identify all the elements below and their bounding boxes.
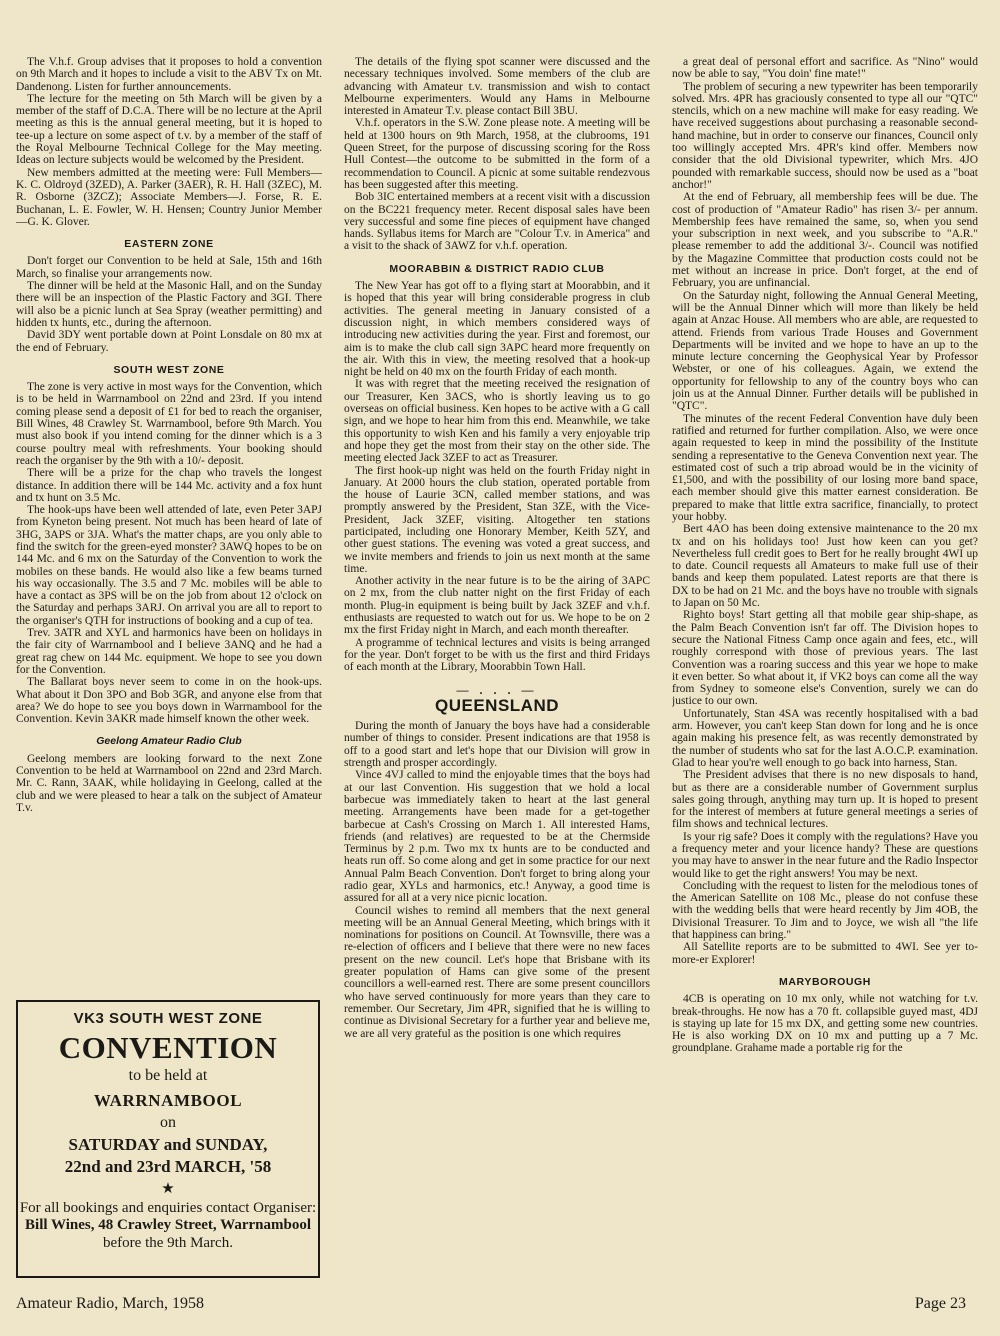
paragraph: Trev. 3ATR and XYL and harmonics have been on holidays in the fair city of Warrnambool and I believe 3ANQ and he had a great rag chew on 144 Mc. equipment. We hope to see you down for the Convention. — [16, 627, 322, 676]
paragraph: The President advises that there is no new disposals to hand, but as there are a considerable number of Government surplus sales going through, anything may turn up. It is hoped to present for the interest of members at future general meetings a series of film shows and technical lectures. — [672, 769, 978, 831]
column-2 — [344, 56, 650, 1282]
ad-deadline: before the 9th March. — [103, 1235, 233, 1251]
paragraph: The V.h.f. Group advises that it proposes to hold a convention on 9th March and it hopes to include a visit to the ABV Tx on Mt. Dandenong. Listen for further announcements. — [16, 56, 322, 93]
column-3 — [672, 56, 978, 1282]
ad-location: WARRNAMBOOL — [93, 1091, 243, 1110]
paragraph: Concluding with the request to listen for the melodious tones of the American Satellite on 108 Mc., please do not confuse these with the wedding bells that were heard recently by Jim 4OB, the Divisional Treasurer. To Jim and to Joyce, we wish all "the life that happiness can bring." — [672, 879, 978, 942]
paragraph: The details of the flying spot scanner were discussed and the necessary techniques involved. Some members of the club are advancing with Amateur t.v. transmission and wish to contact Melbourne experimenters. Would any Hams in Melbourne interested in Amateur T.v. please contact Bill 3BU. — [344, 56, 650, 118]
paragraph: The Ballarat boys never seem to come in on the hook-ups. What about it Don 3PO and Bob 3GR, and anyone else from that area? We do hope to see you boys down in Warrnambool for the Convention. Kevin 3AKR made himself known the other week. — [16, 676, 322, 726]
paragraph: The New Year has got off to a flying start at Moorabbin, and it is hoped that this year will bring considerable progress in club activities. The general meeting in January consisted of a discussion night, in which members considered ways of introducing new activities during the year. First and foremost, our aim is to make the club call sign 3APC heard more frequently on the air. With this in view, the meeting resolved that a hook-up night be held on 40 mx on the fourth Friday of each month. — [344, 280, 650, 379]
section-heading-eastern-zone: EASTERN ZONE — [124, 238, 214, 251]
paragraph: Bert 4AO has been doing extensive maintenance to the 20 mx tx and on his holidays too! Just how keen can you get? Nevertheless full credit goes to Bert for he really brought 4WI up to date. Council requests all Amateurs to make full use of their bands and keep them populated. Latest reports are that there is DX to be had on 21 Mc. and the boys have no trouble with signals to Japan on 50 Mc. — [672, 523, 978, 610]
convention-advertisement — [16, 1000, 320, 1278]
paragraph: The problem of securing a new typewriter has been temporarily solved. Mrs. 4PR has graciously consented to type all our "QTC" stencils, which on a new machine will make for easy reading. We have received suggestions about purchasing a reasonable second-hand machine, but in order to conserve our finances, Council only too willingly accepted Mrs. 4PR's kind offer. Members now consider that the old Divisional typewriter, which Mrs. 4JO pounded with remarkable success, should now be used as a "boat anchor!" — [672, 80, 978, 191]
paragraph: Righto boys! Start getting all that mobile gear ship-shape, as the Palm Beach Convention isn't far off. The Division hopes to secure the National Fitness Camp once again and fees, etc., will roughly correspond with those of previous years. The last Convention was a roaring success and this year we hope to make it even better. So what about it, if VK2 boys can come all the way from Sydney to someone else's Convention, surely we can do justice to our own. — [672, 609, 978, 708]
paragraph: V.h.f. operators in the S.W. Zone please note. A meeting will be held at 1300 hours on 9th March, 1958, at the clubrooms, 191 Queen Street, for the purpose of discussing scoring for the Ross Hull Contest—the outcome to be submitted in the form of a recommendation to Council. A picnic at some suitable rendezvous has been suggested after this meeting. — [344, 117, 650, 191]
paragraph: a great deal of personal effort and sacrifice. As "Nino" would now be able to say, "You doin' fine mate!" — [672, 56, 978, 81]
section-heading-south-west-zone: SOUTH WEST ZONE — [113, 363, 225, 376]
paragraph: The minutes of the recent Federal Convention have duly been ratified and returned for further compilation. Also, we were once again requested to keep in mind the possibility of the Institute sending a representative to the Geneva Convention next year. The estimated cost of such a trip abroad would be in the vicinity of £1,500, and with the possibility of our losing more band space, each member should give this matter earnest consideration. Be prepared to make that little extra sacrifice, financially, to protect your hobby. — [672, 412, 978, 523]
paragraph: The zone is very active in most ways for the Convention, which is to be held in Warrnambool on 22nd and 23rd. If you intend coming please send a deposit of £1 for bed to reach the organiser, Bill Wines, 48 Crawley St. Warrnambool, before 9th March. You must also book if you intend coming for the dinner which is a 3 course poultry meal with refreshments. Your booking should reach the organiser by the 9th with a 10/- deposit. — [16, 381, 322, 467]
paragraph: Unfortunately, Stan 4SA was recently hospitalised with a bad arm. However, you can't keep Stan down for long and he is once again making his presence felt, as was recently demonstrated by the number of students who sat for the last A.O.C.P. examination. Glad to hear you're well enough to go back into harness, Stan. — [672, 707, 978, 769]
paragraph: The dinner will be held at the Masonic Hall, and on the Sunday there will be an inspection of the Plastic Factory and 3GI. There will also be a picnic lunch at Sea Spray (weather permitting) and hidden tx hunts, etc., during the afternoon. — [16, 280, 322, 329]
ad-text: on — [160, 1114, 176, 1131]
paragraph: A programme of technical lectures and visits is being arranged for the year. Don't forget to be with us the first and third Fridays of each month at the Library, Moorabbin Town Hall. — [344, 636, 650, 674]
ad-days: SATURDAY and SUNDAY, — [68, 1135, 268, 1154]
ad-text: to be held at — [128, 1067, 208, 1084]
ad-enquiries: For all bookings and enquiries contact Organiser: — [19, 1200, 317, 1216]
paragraph: Geelong members are looking forward to the next Zone Convention to be held at Warrnambool on 22nd and 23rd March. Mr. C. Rann, 3AAK, while holidaying in Geelong, called at the club and we were pleased to hear a talk on the subject of Amateur T.v. — [16, 752, 322, 814]
section-divider: — . . . — — [456, 682, 538, 697]
ad-organiser-address: Bill Wines, 48 Crawley Street, Warrnambool — [25, 1217, 311, 1233]
paragraph: Council wishes to remind all members that the next general meeting will be an Annual General Meeting, which brings with it nominations for positions on Council. At Townsville, there was a re-election of officers and I believe that there were no new faces present on the new council. Let's hope that Brisbane with its greater population of Hams can give some of the present councillors a well-earned rest. There are some present councillors who have served continuously for more years than they care to remember. Our Secretary, Jim 4PR, signified that he is willing to continue as Divisional Secretary for a further year and believe me, we are all very grateful as the position is one which requires — [344, 904, 650, 1040]
paragraph: David 3DY went portable down at Point Lonsdale on 80 mx at the end of February. — [16, 329, 322, 354]
paragraph: All Satellite reports are to be submitted to 4WI. See yer to-more-er Explorer! — [672, 941, 978, 966]
section-heading-geelong: Geelong Amateur Radio Club — [96, 735, 242, 748]
paragraph: The first hook-up night was held on the fourth Friday night in January. At 2000 hours the club station, operated portable from the house of Laurie 3CN, called member stations, and was promptly answered by the President, Stan 3ZE, with the Vice-President, Jack 3ZEF, visiting. Altogether ten stations participated, including one Honorary Member, Keith 5ZY, and other guest stations. The evening was voted a great success, and we invite members and friends to join us next month at the same time. — [344, 464, 650, 575]
paragraph: Another activity in the near future is to be the airing of 3APC on 2 mx, from the club natter night on the first Friday of each month. Plug-in equipment is being built by Jack 3ZEF and v.h.f. enthusiasts are requested to watch out for us. We hope to be on 2 mx the first Friday night in March, and each month thereafter. — [344, 575, 650, 637]
footer-page-number: Page 23 — [914, 1295, 966, 1312]
paragraph: Don't forget our Convention to be held at Sale, 15th and 16th March, so finalise your arrangements now. — [16, 255, 322, 280]
paragraph: Bob 3IC entertained members at a recent visit with a discussion on the BC221 frequency meter. Recent disposal sales have been very successful and some fine pieces of equipment have changed hands. Syllabus items for March are "Colour T.v. in America" and a visit to the shack of 3AWZ for v.h.f. operation. — [344, 191, 650, 253]
section-heading-queensland: QUEENSLAND — [434, 695, 559, 715]
paragraph: Is your rig safe? Does it comply with the regulations? Have you a frequency meter and your licence handy? These are questions you may have to answer in the near future and the Radio Inspector would like to get the right answers! You may be next. — [672, 830, 978, 880]
paragraph: The hook-ups have been well attended of late, even Peter 3APJ from Kyneton being present. Not much has been heard of late of 3HG, 3APS or 3JA. What's the matter chaps, are you only able to find the switch for the green-eyed monster? 3AWQ hopes to be on 144 Mc. and 6 mx on the Saturday of the Convention to work the mobiles on these bands. He would also like a few beams turned his way occasionally. The 3.5 and 7 Mc. mobiles will be able to have a contact as 3PS will be on the job from about 12 o'clock on the Saturday and perhaps 3ARJ. On arrival you are all to report to the organiser's QTH for instructions of booking and a cup of tea. — [16, 504, 322, 627]
paragraph: New members admitted at the meeting were: Full Members—K. C. Oldroyd (3ZED), A. Parker (3AER), R. H. Hall (3ZEC), M. R. Osborne (3ZCZ); Associate Members—J. Forse, R. E. Buchanan, L. E. Fowler, W. H. Hensen; Country Junior Member—G. K. Glover. — [16, 166, 322, 228]
paragraph: It was with regret that the meeting received the resignation of our Treasurer, Ken 3ACS, who is shortly leaving us to go overseas on official business. Ken hopes to be active with a G call sign, and we hope to hear him from this end. Meanwhile, we take this opportunity to wish Ken and his family a very enjoyable trip and hope they get the most from their stay on the other side. The meeting elected Jack 3ZEF to act as Treasurer. — [344, 378, 650, 465]
ad-dates: 22nd and 23rd MARCH, '58 — [64, 1157, 272, 1176]
ad-zone-line: VK3 SOUTH WEST ZONE — [73, 1010, 263, 1027]
paragraph: During the month of January the boys have had a considerable number of things to consider. Present indications are that 1958 is off to a good start and let's hope that our Division will grow in strength and prosper accordingly. — [344, 720, 650, 770]
ad-convention-title: CONVENTION — [58, 1030, 278, 1065]
footer-publication: Amateur Radio, March, 1958 — [16, 1295, 204, 1312]
paragraph: On the Saturday night, following the Annual General Meeting, will be the Annual Dinner which will more than likely be held again at Anzac House. All members who are able, are requested to attend. Friends from various Trade Houses and Government Departments will be invited and we hope to have an up to the minute lecture concerning the Geophysical Year by Professor Webster, or one of his colleagues. Again, we extend the opportunity for fellowship to any of the country boys who can join us at the Annual Dinner. Further details will be published in "QTC". — [672, 289, 978, 413]
paragraph: There will be a prize for the chap who travels the longest distance. In addition there will be 144 Mc. activity and a fox hunt and tx hunt on 3.5 Mc. — [16, 467, 322, 504]
section-heading-maryborough: MARYBOROUGH — [779, 975, 871, 988]
paragraph: The lecture for the meeting on 5th March will be given by a member of the staff of D.C.A. There will be no lecture at the April meeting as this is the annual general meeting, but it is hoped to tee-up a lecture on some aspect of t.v. by a member of the staff of the Royal Melbourne Technical College for the May meeting. Ideas on lecture subjects would be welcomed by the President. — [16, 92, 322, 167]
paragraph: 4CB is operating on 10 mx only, while not watching for t.v. break-throughs. He now has a 70 ft. collapsible guyed mast, 4DJ is staying up late for 15 mx DX, and getting some new countries. He is also working DX on 10 mx and putting up a 7 Mc. groundplane. Grahame made a portable rig for the — [672, 993, 978, 1055]
star-icon: ★ — [161, 1181, 175, 1197]
paragraph: Vince 4VJ called to mind the enjoyable times that the boys had at our last Convention. His suggestion that we hold a local barbecue was immediately taken to heart at the last general meeting. Arrangements have been made for a get-together barbecue at Cash's Crossing on March 1. All interested Hams, friends (and relatives) are requested to be at the Chermside Terminus by 2 p.m. Two mx tx hunts are to be conducted and heats run off. So come along and get in some practice for our next Annual Palm Beach Convention. Don't forget to bring along your radio gear, XYLs and harmonics, etc.! Anyway, a good time is assured for all at a very nice picnic location. — [344, 769, 650, 905]
section-heading-moorabbin: MOORABBIN & DISTRICT RADIO CLUB — [389, 262, 605, 275]
paragraph: At the end of February, all membership fees will be due. The cost of production of "Amateur Radio" has risen 3/- per annum. Membership fees have remained the same, so, when you send your subscription in next week, and you subscribe to "A.R." please remember to add the additional 3/-. Council was notified by the Magazine Committee that production costs could not be met without an increase in price. Don't forget, at the end of February, you are unfinancial. — [672, 191, 978, 290]
